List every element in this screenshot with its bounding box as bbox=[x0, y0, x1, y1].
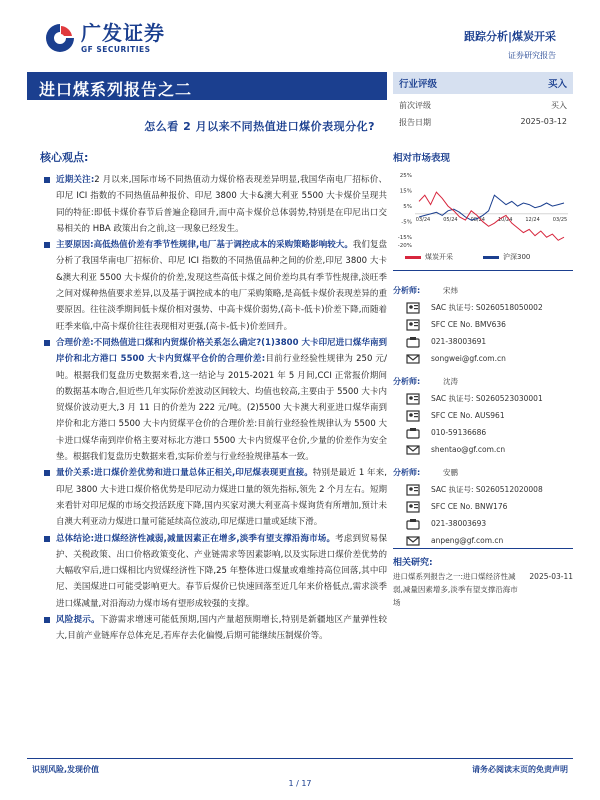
bullet-heading: 主要原因:高低热值价差有季节性规律,电厂基于调控成本的采购策略影响较大。 bbox=[56, 240, 353, 251]
legend-item-hs300 bbox=[483, 252, 530, 262]
divider bbox=[393, 270, 573, 271]
phone-icon bbox=[403, 336, 423, 348]
bullet-item bbox=[42, 237, 387, 335]
analyst-phone[interactable]: 010-59136686 bbox=[431, 428, 487, 437]
analyst-block bbox=[393, 464, 573, 549]
report-title: 进口煤系列报告之二 bbox=[27, 72, 387, 100]
page-header bbox=[0, 0, 600, 70]
email-icon bbox=[403, 444, 423, 456]
id-card-icon bbox=[403, 319, 423, 331]
y-tick-label: 5% bbox=[403, 204, 412, 211]
related-title: 相关研究: bbox=[393, 558, 433, 568]
related-text: 进口煤系列报告之一:进口煤经济性减弱,减量因素增多,淡季有望支撑沿海市场 bbox=[393, 572, 518, 607]
analyst-sac: SAC 执证号: S0260518050002 bbox=[431, 303, 543, 312]
analyst-name: 沈涛 bbox=[443, 377, 458, 386]
analyst-block bbox=[393, 373, 573, 458]
analyst-sfc: SFC CE No. BNW176 bbox=[431, 502, 508, 511]
logo-cn-text: 广发证券 bbox=[81, 20, 165, 45]
x-tick-label: 08/24 bbox=[470, 216, 486, 223]
x-tick-label: 03/25 bbox=[552, 216, 568, 223]
bullet-heading: 近期关注: bbox=[56, 175, 95, 185]
related-date: 2025-03-11 bbox=[529, 572, 573, 581]
analyst-phone[interactable]: 021-38003691 bbox=[431, 337, 487, 346]
analyst-sfc: SFC CE No. BMV636 bbox=[431, 320, 506, 329]
phone-icon bbox=[403, 518, 423, 530]
bullet-text: 目前行业经验性规律为 250 元/吨。根据我们复盘历史数据来看,这一结论与 2015-2021 年 5 月间,CCI 正常报价期间的数据基本吻合,但近些几年实际价差波动区间较大、均值也较高,主要由于 5500 大卡内贸煤价波动更大,3 月 11 日的价差为 222 元/吨。(2)5500 大卡澳大利亚进口煤华南到岸价和北方港口 5500 大卡内贸煤平仓价的合理价差:目前行业经验性规律认为 5500 大卡进口煤华南到岸价格主要对标北方港口 5500 大卡内贸煤平仓价,少量的价差作为安全垫。根据我们复盘历史数据来看,实际价差与行业经验规律基本一致。 bbox=[56, 354, 387, 463]
email-icon bbox=[403, 353, 423, 365]
divider bbox=[393, 548, 573, 549]
bullet-item bbox=[42, 172, 387, 237]
bullet-heading: 合理价差:不同热值进口煤和内贸煤价格关系怎么确定?(1)3800 大卡印尼进口煤华南到岸价和北方港口 5500 大卡内贸煤平仓价的合理价差: bbox=[56, 337, 387, 365]
footer-divider bbox=[27, 758, 573, 759]
core-title: 核心观点: bbox=[40, 151, 89, 164]
report-subtitle: 怎么看 2 月以来不同热值进口煤价表现分化? bbox=[144, 120, 375, 133]
bullet-text: 我们复盘分析了我国华南电厂招标价、印尼 ICI 指数的不同热值品种之间的价差,印尼 3800 大卡&澳大利亚 5500 大卡煤价的价差,发现这些高低卡煤之间价差均具有季节性规律,淡旺季之间对煤种热值要求差异,以及基于调控成本的电厂采购策略,是高低卡煤价表现差异的重要原因。往往淡季期间低卡煤价相对强势、中高卡煤价弱势,(高卡-低卡)价差下降,而随着旺季来临,中高卡煤价往往表现相对更强,(高卡-低卡)价差回升。 bbox=[56, 240, 387, 332]
bullet-heading: 总体结论:进口煤经济性减弱,减量因素正在增多,淡季有望支撑沿海市场。 bbox=[56, 533, 336, 544]
rating-box bbox=[393, 72, 573, 128]
bullet-text: 考虑到贸易保护、关税政策、出口价格政策变化、产业链需求等因素影响,以及实际进口煤价差优势的大幅收窄后,进口煤相比内贸煤经济性下降,25 年整体进口煤量或难维持高位回落,其中印尼、美国煤进口可能受影响更大。春节后煤价已快速回落至近几年来价格低点,需求淡季进口煤减量,对沿海动力煤市场有望形成较强的支撑。 bbox=[56, 533, 387, 609]
y-tick-label: 15% bbox=[399, 188, 412, 195]
bullet-item bbox=[42, 531, 387, 612]
bullet-heading: 风险提示。 bbox=[56, 615, 100, 626]
report-date-value: 2025-03-12 bbox=[520, 117, 567, 126]
analyst-sfc: SFC CE No. AUS961 bbox=[431, 411, 505, 420]
footer-left: 识别风险,发现价值 bbox=[32, 765, 100, 774]
bullet-text: 特别是最近 1 年来,印尼 3800 大卡进口煤价格优势是印尼动力煤进口量的领先指标,领先 2 个月左右。短期来看针对印尼煤的市场交投活跃度下降,国内买家对澳大利亚高卡煤询货有所增加,预计未自澳大利亚动力煤进口量可能延续高位波动,印尼煤进口量或延续下滑。 bbox=[56, 468, 387, 528]
x-tick-label: 10/24 bbox=[497, 216, 513, 223]
analyst-sac: SAC 执证号: S0260512020008 bbox=[431, 485, 543, 494]
analyst-email[interactable]: anpeng@gf.com.cn bbox=[431, 536, 504, 545]
y-tick-label: -15% bbox=[397, 235, 412, 242]
chart-legend bbox=[405, 252, 530, 262]
tracking-label: 跟踪分析|煤炭开采 bbox=[463, 30, 556, 43]
report-type-label: 证券研究报告 bbox=[508, 51, 556, 60]
analyst-sac: SAC 执证号: S0260523030001 bbox=[431, 394, 543, 403]
core-points bbox=[42, 172, 387, 645]
analyst-name: 宋炜 bbox=[443, 286, 458, 295]
analyst-label: 分析师: bbox=[393, 468, 421, 477]
y-tick-label: -20% bbox=[397, 243, 412, 249]
id-card-icon bbox=[403, 302, 423, 314]
bullet-item bbox=[42, 335, 387, 465]
y-tick-label: 25% bbox=[399, 173, 412, 179]
bullet-item bbox=[42, 465, 387, 530]
id-card-icon bbox=[403, 501, 423, 513]
footer-right: 请务必阅读末页的免责声明 bbox=[472, 765, 568, 774]
legend-item-coal bbox=[405, 252, 453, 262]
page-number: 1 / 17 bbox=[288, 779, 312, 788]
legend-label: 煤炭开采 bbox=[425, 253, 453, 261]
x-tick-label: 12/24 bbox=[525, 216, 540, 223]
analyst-name: 安鹏 bbox=[443, 468, 458, 477]
bullet-text: 2 月以来,国际市场不同热值动力煤价格表现差异明显,我国华南电厂招标价、印尼 ICI 指数的不同热值品种报价、印尼 3800 大卡&澳大利亚 5500 大卡煤价呈现共同的特征:即低卡煤价春节后普遍企稳回升,而中高卡煤价总体弱势,特别是在印尼出口交易相关的 HBA 政策出台之前,这一现象已经发生。 bbox=[56, 175, 387, 234]
bullet-item bbox=[42, 612, 387, 645]
y-tick-label: -5% bbox=[401, 219, 412, 226]
analyst-email[interactable]: shentao@gf.com.cn bbox=[431, 445, 506, 454]
company-logo bbox=[44, 22, 165, 54]
id-card-icon bbox=[403, 410, 423, 422]
id-card-icon bbox=[403, 393, 423, 405]
gf-logo-icon bbox=[44, 22, 76, 54]
analyst-label: 分析师: bbox=[393, 286, 421, 295]
analyst-label: 分析师: bbox=[393, 377, 421, 386]
x-tick-label: 03/24 bbox=[415, 216, 431, 223]
legend-label: 沪深300 bbox=[503, 253, 531, 261]
prev-rating-label: 前次评级 bbox=[399, 101, 431, 110]
series-line-coal bbox=[419, 192, 564, 240]
report-date-label: 报告日期 bbox=[399, 118, 431, 127]
analyst-list bbox=[393, 282, 573, 555]
analyst-block bbox=[393, 282, 573, 367]
bullet-heading: 量价关系:进口煤价差优势和进口量总体正相关,印尼煤表现更直接。 bbox=[56, 468, 313, 479]
id-card-icon bbox=[403, 484, 423, 496]
prev-rating-value: 买入 bbox=[551, 101, 567, 110]
bullet-text: 下游需求增速可能低预期,国内产量超预期增长,特别是新疆地区产量弹性较大,目前产业链库存总体充足,若库存去化偏慢,后期可能继续压制煤价等。 bbox=[56, 615, 387, 642]
series-line-hs300 bbox=[419, 195, 564, 220]
related-item[interactable] bbox=[393, 570, 573, 609]
x-tick-label: 05/24 bbox=[443, 216, 458, 223]
related-list bbox=[393, 570, 573, 609]
chart-title: 相对市场表现 bbox=[393, 153, 451, 164]
rating-label: 行业评级 bbox=[399, 79, 438, 90]
rating-value: 买入 bbox=[547, 79, 567, 90]
analyst-phone[interactable]: 021-38003693 bbox=[431, 519, 487, 528]
email-icon bbox=[403, 535, 423, 547]
phone-icon bbox=[403, 427, 423, 439]
relative-performance-chart bbox=[393, 165, 573, 260]
analyst-email[interactable]: songwei@gf.com.cn bbox=[431, 354, 506, 363]
logo-en-text: GF SECURITIES bbox=[81, 44, 151, 54]
